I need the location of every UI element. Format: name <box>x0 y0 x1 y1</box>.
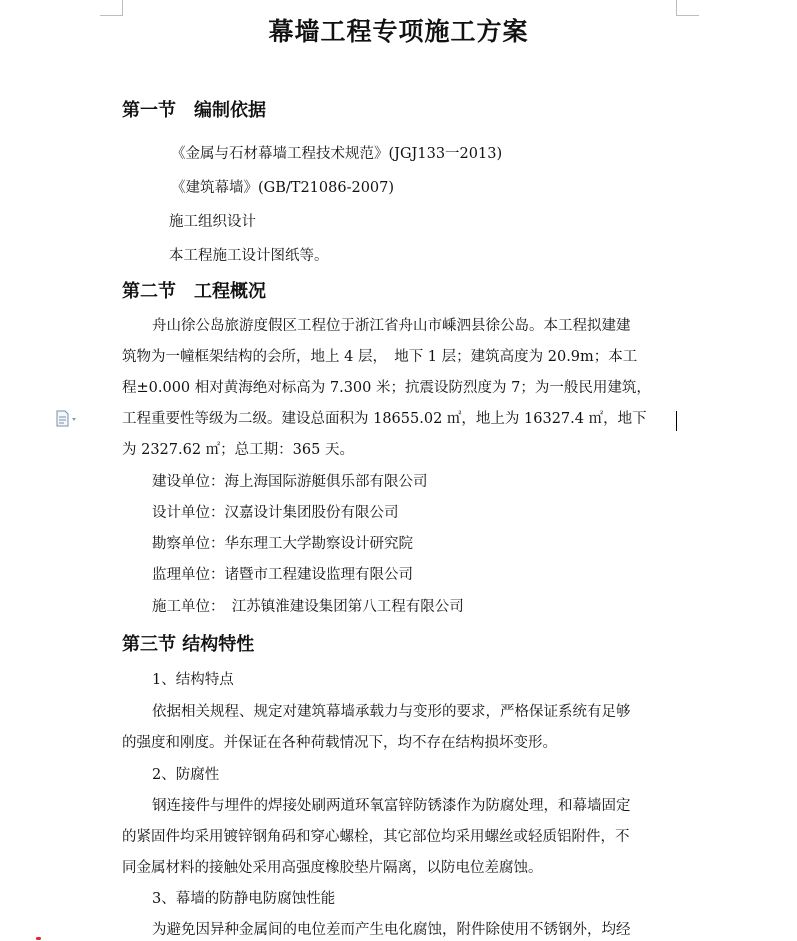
paragraph-line: 工程重要性等级为二级。建设总面积为 18655.02 ㎡，地上为 16327.4 ㎡，地下 <box>122 411 647 427</box>
marker-dot <box>36 937 41 940</box>
reference-line: 《金属与石材幕墙工程技术规范》(JGJ133一2013) <box>171 146 503 162</box>
unit-line: 监理单位：诸暨市工程建设监理有限公司 <box>152 567 413 583</box>
paragraph-line: 为避免因异种金属间的电位差而产生电化腐蚀，附件除使用不锈钢外，均经 <box>152 922 631 938</box>
document-icon[interactable] <box>56 410 72 428</box>
unit-line: 设计单位：汉嘉设计集团股份有限公司 <box>152 505 399 521</box>
subheading-line: 3、幕墙的防静电防腐蚀性能 <box>152 891 336 907</box>
page-title: 幕墙工程专项施工方案 <box>268 17 529 46</box>
paragraph-line: 的强度和刚度。并保证在各种荷载情况下，均不存在结构损坏变形。 <box>122 735 557 751</box>
subheading-line: 2、防腐性 <box>152 767 220 783</box>
reference-line: 本工程施工设计图纸等。 <box>169 248 329 264</box>
paragraph-line: 钢连接件与埋件的焊接处刷两道环氧富锌防锈漆作为防腐处理，和幕墙固定 <box>152 798 631 814</box>
paragraph-line: 为 2327.62 ㎡；总工期：365 天。 <box>122 442 354 458</box>
paragraph-line: 筑物为一幢框架结构的会所，地上 4 层， 地下 1 层；建筑高度为 20.9m；本工 <box>122 349 638 365</box>
section-2-heading: 第二节 工程概况 <box>122 281 266 302</box>
paragraph-line: 同金属材料的接触处采用高强度橡胶垫片隔离，以防电位差腐蚀。 <box>122 860 543 876</box>
paragraph-line: 依据相关规程、规定对建筑幕墙承载力与变形的要求，严格保证系统有足够 <box>152 704 631 720</box>
unit-line: 施工单位： 江苏镇淮建设集团第八工程有限公司 <box>152 599 464 615</box>
text-cursor-icon <box>676 411 677 431</box>
unit-line: 建设单位：海上海国际游艇俱乐部有限公司 <box>152 474 428 490</box>
reference-line: 《建筑幕墙》(GB/T21086-2007) <box>171 180 395 196</box>
subheading-line: 1、结构特点 <box>152 672 234 688</box>
paragraph-line: 舟山徐公岛旅游度假区工程位于浙江省舟山市嵊泗县徐公岛。本工程拟建建 <box>152 318 631 334</box>
paragraph-line: 的紧固件均采用镀锌钢角码和穿心螺栓，其它部位均采用螺丝或轻质铝附件，不 <box>122 829 630 845</box>
section-3-heading: 第三节 结构特性 <box>122 634 255 655</box>
paragraph-line: 程±0.000 相对黄海绝对标高为 7.300 米；抗震设防烈度为 7；为一般民用建筑， <box>122 380 651 396</box>
section-1-heading: 第一节 编制依据 <box>122 100 266 121</box>
reference-line: 施工组织设计 <box>169 214 256 230</box>
unit-line: 勘察单位：华东理工大学勘察设计研究院 <box>152 536 413 552</box>
